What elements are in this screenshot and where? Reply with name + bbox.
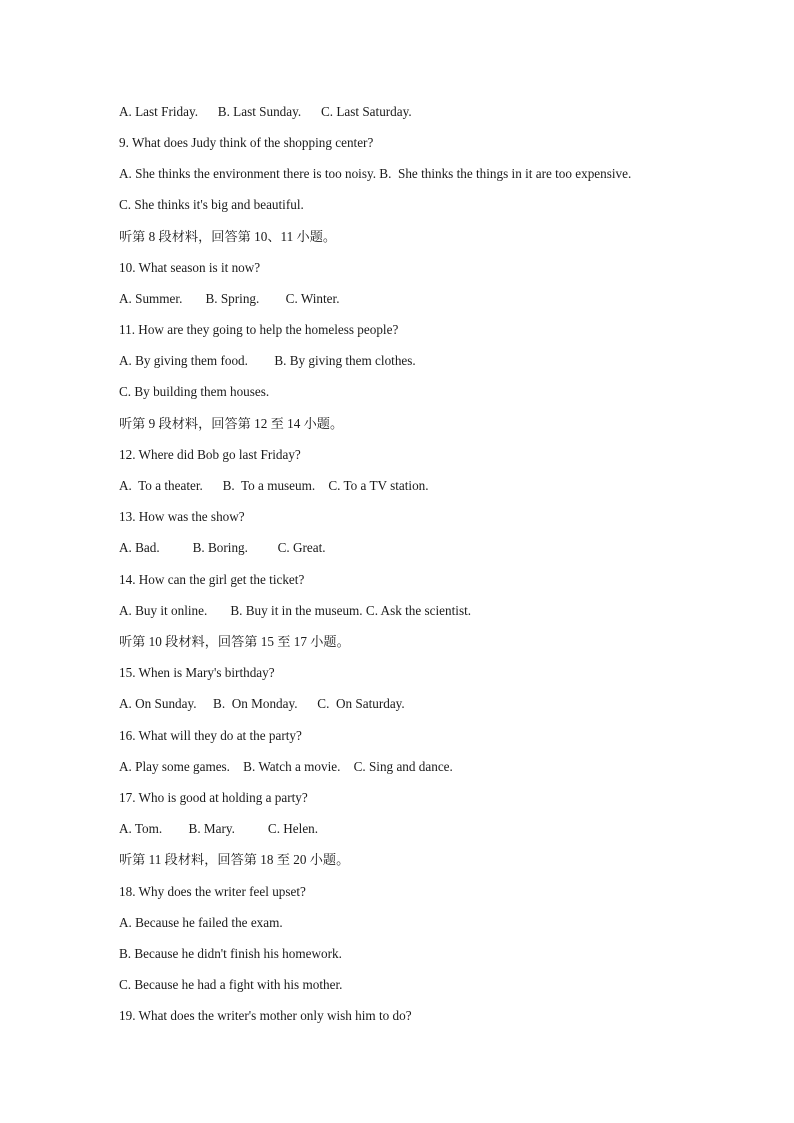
question-9: 9. What does Judy think of the shopping center?: [119, 135, 374, 150]
section-heading-10: 听第 10 段材料，回答第 15 至 17 小题。: [119, 634, 350, 649]
question-18: 18. Why does the writer feel upset?: [119, 884, 306, 899]
question-19: 19. What does the writer's mother only wish him to do?: [119, 1008, 412, 1023]
question-17: 17. Who is good at holding a party?: [119, 790, 308, 805]
options-q8: A. Last Friday. B. Last Sunday. C. Last Saturday.: [119, 104, 412, 119]
option-q18-c: C. Because he had a fight with his mother.: [119, 977, 343, 992]
question-14: 14. How can the girl get the ticket?: [119, 572, 305, 587]
question-13: 13. How was the show?: [119, 509, 245, 524]
options-q13: A. Bad. B. Boring. C. Great.: [119, 540, 326, 555]
question-10: 10. What season is it now?: [119, 260, 261, 275]
options-q17: A. Tom. B. Mary. C. Helen.: [119, 821, 319, 836]
section-heading-9: 听第 9 段材料，回答第 12 至 14 小题。: [119, 416, 344, 431]
question-15: 15. When is Mary's birthday?: [119, 665, 275, 680]
question-12: 12. Where did Bob go last Friday?: [119, 447, 301, 462]
options-q14: A. Buy it online. B. Buy it in the museum. C. Ask the scientist.: [119, 603, 472, 618]
options-q10: A. Summer. B. Spring. C. Winter.: [119, 291, 340, 306]
options-q11-ab: A. By giving them food. B. By giving them clothes.: [119, 353, 416, 368]
question-16: 16. What will they do at the party?: [119, 728, 302, 743]
options-q12: A. To a theater. B. To a museum. C. To a TV station.: [119, 478, 429, 493]
question-11: 11. How are they going to help the homeless people?: [119, 322, 399, 337]
options-q15: A. On Sunday. B. On Monday. C. On Saturday.: [119, 696, 405, 711]
option-q9-c: C. She thinks it's big and beautiful.: [119, 197, 304, 212]
section-heading-11: 听第 11 段材料，回答第 18 至 20 小题。: [119, 852, 350, 867]
options-q9-ab: A. She thinks the environment there is too noisy. B. She thinks the things in it are too expensive.: [119, 166, 632, 181]
option-q18-a: A. Because he failed the exam.: [119, 915, 283, 930]
options-q16: A. Play some games. B. Watch a movie. C. Sing and dance.: [119, 759, 453, 774]
option-q11-c: C. By building them houses.: [119, 384, 270, 399]
option-q18-b: B. Because he didn't finish his homework.: [119, 946, 342, 961]
section-heading-8: 听第 8 段材料，回答第 10、11 小题。: [119, 229, 337, 244]
